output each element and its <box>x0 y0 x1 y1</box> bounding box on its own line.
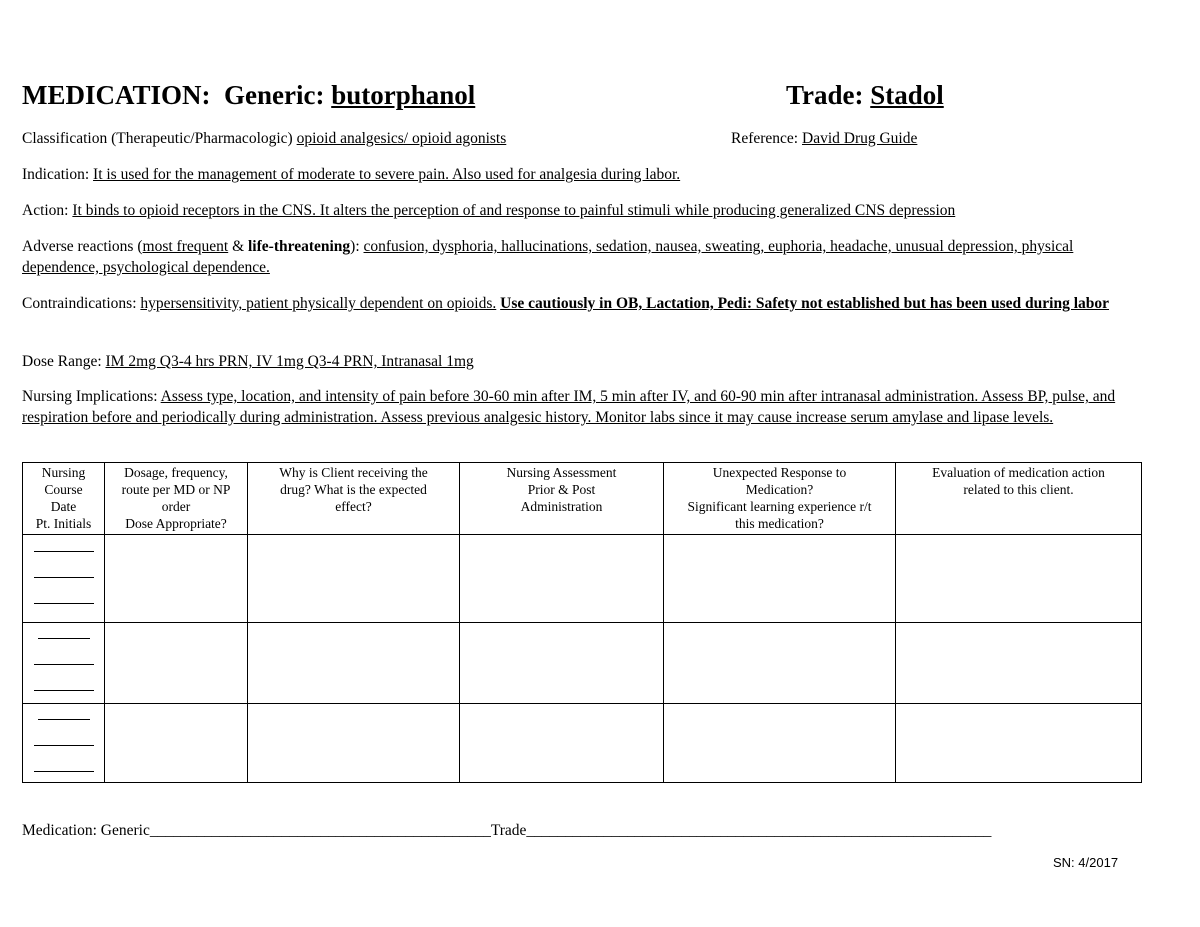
header-line: order <box>161 499 191 514</box>
header-line: Course <box>44 482 83 497</box>
header-line: related to this client. <box>963 482 1074 497</box>
dose-range-label: Dose Range: <box>22 353 102 370</box>
medication-title <box>22 80 475 111</box>
blank-line[interactable] <box>34 664 94 665</box>
indication-value: It is used for the management of moderate to severe pain. Also used for analgesia during labor. <box>93 166 681 183</box>
entry-cell[interactable] <box>460 704 664 783</box>
blank-line[interactable] <box>34 603 94 604</box>
indication-label: Indication: <box>22 166 90 183</box>
header-line: route per MD or NP <box>121 482 231 497</box>
header-unexpected-response <box>664 463 896 535</box>
header-line: Dose Appropriate? <box>125 516 227 531</box>
contraindications-label: Contraindications: <box>22 295 137 312</box>
blank-line[interactable] <box>34 771 94 772</box>
adverse-value: confusion, dysphoria, hallucinations, sedation, nausea, sweating, euphoria, headache, unusual depression, physical dependence, psychological dependence. <box>22 238 1074 276</box>
generic-label: Generic: <box>224 80 325 110</box>
header-line: Unexpected Response to <box>712 465 847 480</box>
medication-label: MEDICATION: <box>22 80 211 110</box>
entry-cell[interactable] <box>664 704 896 783</box>
header-line: Why is Client receiving the <box>279 465 428 480</box>
table-row <box>23 623 1142 704</box>
entry-cell[interactable] <box>105 704 248 783</box>
header-line: Nursing <box>41 465 86 480</box>
entry-cell[interactable] <box>896 535 1142 623</box>
reference-line <box>731 128 917 149</box>
blank-line[interactable] <box>34 745 94 746</box>
adverse-frequent: most frequent <box>142 238 229 255</box>
entry-cell[interactable] <box>248 704 460 783</box>
entry-cell[interactable] <box>105 623 248 704</box>
header-nursing-assessment <box>460 463 664 535</box>
entry-cell[interactable] <box>460 623 664 704</box>
entry-cell[interactable] <box>460 535 664 623</box>
nursing-implications-value: Assess type, location, and intensity of pain before 30-60 min after IM, 5 min after IV, and 60-90 min after intranasal administration. Assess BP, pulse, and respiration before and periodically during administration. Assess previous analgesic history. Monitor labs since it may cause increase serum amylase and lipase levels. <box>22 388 1116 426</box>
header-line: effect? <box>335 499 372 514</box>
blank-line[interactable] <box>34 577 94 578</box>
entry-cell[interactable] <box>105 535 248 623</box>
table-header-row <box>23 463 1142 535</box>
trade-label: Trade: <box>786 80 864 110</box>
contraindications <box>22 293 1126 314</box>
header-line: Nursing Assessment <box>506 465 617 480</box>
reference-value: David Drug Guide <box>802 130 918 147</box>
indication-line <box>22 164 1142 185</box>
action-value: It binds to opioid receptors in the CNS. It alters the perception of and response to painful stimuli while producing generalized CNS depression <box>72 202 956 219</box>
table-row <box>23 704 1142 783</box>
blank-line[interactable] <box>38 638 90 639</box>
entry-cell[interactable] <box>248 535 460 623</box>
footer-medication-line: Medication: Generic____________________________________________Trade____________________________________________________________ <box>22 822 992 839</box>
header-line: Prior & Post <box>527 482 596 497</box>
adverse-close: ): <box>350 238 360 255</box>
adverse-amp: & <box>228 238 248 255</box>
trade-title <box>786 80 944 111</box>
medication-chart-table <box>22 462 1142 783</box>
entry-cell[interactable] <box>664 535 896 623</box>
classification-value: opioid analgesics/ opioid agonists <box>296 130 507 147</box>
header-line: this medication? <box>735 516 824 531</box>
header-line: Pt. Initials <box>35 516 92 531</box>
header-line: Medication? <box>745 482 814 497</box>
classification-line <box>22 128 506 149</box>
table-row <box>23 535 1142 623</box>
sn-date: SN: 4/2017 <box>1053 855 1119 870</box>
header-dosage <box>105 463 248 535</box>
initials-cell[interactable] <box>23 704 105 783</box>
header-line: Evaluation of medication action <box>932 465 1105 480</box>
nursing-implications-label: Nursing Implications: <box>22 388 158 405</box>
entry-cell[interactable] <box>896 623 1142 704</box>
initials-cell[interactable] <box>23 623 105 704</box>
blank-line[interactable] <box>34 551 94 552</box>
adverse-label: Adverse reactions ( <box>22 238 143 255</box>
trade-name: Stadol <box>870 80 944 110</box>
adverse-threat: life-threatening <box>248 238 351 255</box>
entry-cell[interactable] <box>896 704 1142 783</box>
adverse-reactions <box>22 236 1120 278</box>
blank-line[interactable] <box>34 690 94 691</box>
dose-range-value: IM 2mg Q3-4 hrs PRN, IV 1mg Q3-4 PRN, Intranasal 1mg <box>105 353 474 370</box>
header-why-receiving <box>248 463 460 535</box>
entry-cell[interactable] <box>248 623 460 704</box>
header-line: drug? What is the expected <box>280 482 427 497</box>
entry-cell[interactable] <box>664 623 896 704</box>
header-nursing-course <box>23 463 105 535</box>
generic-name: butorphanol <box>331 80 476 110</box>
blank-line[interactable] <box>38 719 90 720</box>
header-line: Administration <box>520 499 603 514</box>
reference-label: Reference: <box>731 130 799 147</box>
action-line <box>22 200 1147 221</box>
contraindications-caution: Use cautiously in OB, Lactation, Pedi: Safety not established but has been used during labor <box>500 295 1110 312</box>
header-line: Significant learning experience r/t <box>687 499 872 514</box>
initials-cell[interactable] <box>23 535 105 623</box>
contraindications-value: hypersensitivity, patient physically dependent on opioids. <box>140 295 497 312</box>
action-label: Action: <box>22 202 69 219</box>
nursing-implications <box>22 386 1144 428</box>
classification-label: Classification (Therapeutic/Pharmacologic) <box>22 130 293 147</box>
header-line: Dosage, frequency, <box>124 465 228 480</box>
header-line: Date <box>50 499 77 514</box>
header-evaluation <box>896 463 1142 535</box>
dose-range-line <box>22 351 474 372</box>
